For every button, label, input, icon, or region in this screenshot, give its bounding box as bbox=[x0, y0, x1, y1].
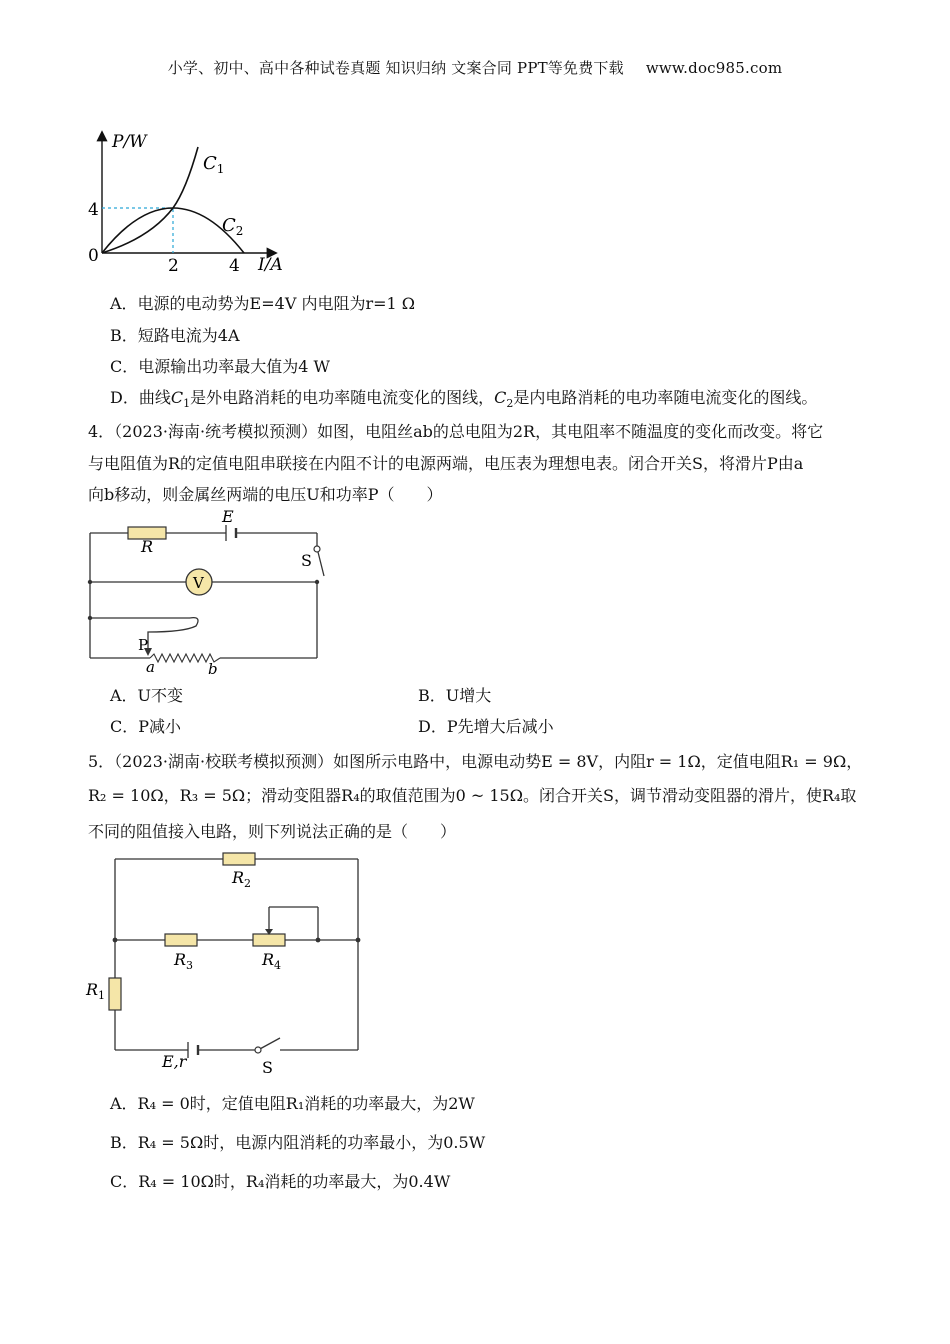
q4-circuit-diagram bbox=[80, 508, 340, 678]
q5-stem-line3: 不同的阻值接入电路，则下列说法正确的是（ ） bbox=[88, 822, 457, 841]
switch-s[interactable] bbox=[255, 1047, 261, 1053]
power-current-graph bbox=[80, 125, 300, 275]
q5-stem-line2: R₂ = 10Ω，R₃ = 5Ω；滑动变阻器R₄的取值范围为0 ~ 15Ω。闭合开关S，调节滑动变阻器的滑片，使R₄取 bbox=[88, 786, 857, 805]
x-axis-label: I/A bbox=[258, 255, 283, 275]
header-url[interactable]: www.doc985.com bbox=[645, 59, 783, 77]
q3-option-a: A．电源的电动势为E=4V 内电阻为r=1 Ω bbox=[110, 294, 416, 313]
curve-c2-label: $C_2$ bbox=[222, 215, 244, 238]
switch-s[interactable] bbox=[314, 546, 320, 552]
q5-stem-line1: 5．（2023·湖南·校联考模拟预测）如图所示电路中，电源电动势E = 8V，内阻r = 1Ω，定值电阻R₁ = 9Ω， bbox=[88, 752, 863, 771]
resistor-r2 bbox=[223, 853, 255, 865]
q5-circuit-diagram bbox=[80, 845, 380, 1085]
q5-option-b: B．R₄ = 5Ω时，电源内阻消耗的功率最小，为0.5W bbox=[110, 1133, 486, 1152]
label-e: E bbox=[222, 508, 234, 526]
label-er: E,r bbox=[162, 1052, 187, 1071]
label-s: S bbox=[262, 1058, 273, 1077]
y-axis-label: P/W bbox=[112, 132, 147, 152]
q5-option-a: A．R₄ = 0时，定值电阻R₁消耗的功率最大，为2W bbox=[110, 1094, 475, 1113]
q4-stem-line3: 向b移动，则金属丝两端的电压U和功率P（ ） bbox=[88, 485, 443, 504]
q3-option-d: D．曲线$C_1$是外电路消耗的电功率随电流变化的图线，$C_2$是内电路消耗的电功率随电流变化的图线。 bbox=[110, 388, 818, 411]
x-tick-2: 2 bbox=[168, 256, 179, 275]
page-header bbox=[0, 57, 950, 78]
q4-option-b: B．U增大 bbox=[418, 686, 492, 705]
label-a: a bbox=[146, 658, 155, 676]
label-s: S bbox=[301, 551, 312, 570]
q4-option-d: D．P先增大后减小 bbox=[418, 717, 554, 736]
q3-option-b: B．短路电流为4A bbox=[110, 326, 240, 345]
label-v: V bbox=[193, 574, 204, 592]
curve-c1-label: $C_1$ bbox=[203, 153, 225, 176]
battery-er bbox=[188, 1042, 198, 1058]
label-r4: $R_4$ bbox=[262, 950, 282, 972]
label-r: R bbox=[141, 537, 154, 556]
label-r3: $R_3$ bbox=[174, 950, 194, 972]
label-r2: $R_2$ bbox=[232, 868, 252, 890]
label-b: b bbox=[208, 660, 218, 678]
label-p: P bbox=[138, 636, 149, 654]
q4-stem-line1: 4．（2023·海南·统考模拟预测）如图，电阻丝ab的总电阻为2R，其电阻率不随温度的变化而改变。将它 bbox=[88, 422, 824, 441]
y-tick-4: 4 bbox=[88, 200, 99, 220]
rheostat-r4 bbox=[253, 934, 285, 946]
resistor-r3 bbox=[165, 934, 197, 946]
label-r1: $R_1$ bbox=[86, 980, 106, 1002]
q4-option-a: A．U不变 bbox=[110, 686, 184, 705]
origin-label: 0 bbox=[88, 246, 99, 266]
resistor-r1 bbox=[109, 978, 121, 1010]
header-text: 小学、初中、高中各种试卷真题 知识归纳 文案合同 PPT等免费下载 bbox=[167, 59, 624, 77]
q4-stem-line2: 与电阻值为R的定值电阻串联接在内阻不计的电源两端，电压表为理想电表。闭合开关S，将滑片P由a bbox=[88, 454, 804, 473]
q3-option-c: C．电源输出功率最大值为4 W bbox=[110, 357, 330, 376]
q5-option-c: C．R₄ = 10Ω时，R₄消耗的功率最大，为0.4W bbox=[110, 1172, 451, 1191]
x-tick-4: 4 bbox=[229, 256, 240, 275]
dashed-guide bbox=[102, 208, 173, 253]
battery-e bbox=[226, 525, 236, 541]
q4-option-c: C．P减小 bbox=[110, 717, 182, 736]
